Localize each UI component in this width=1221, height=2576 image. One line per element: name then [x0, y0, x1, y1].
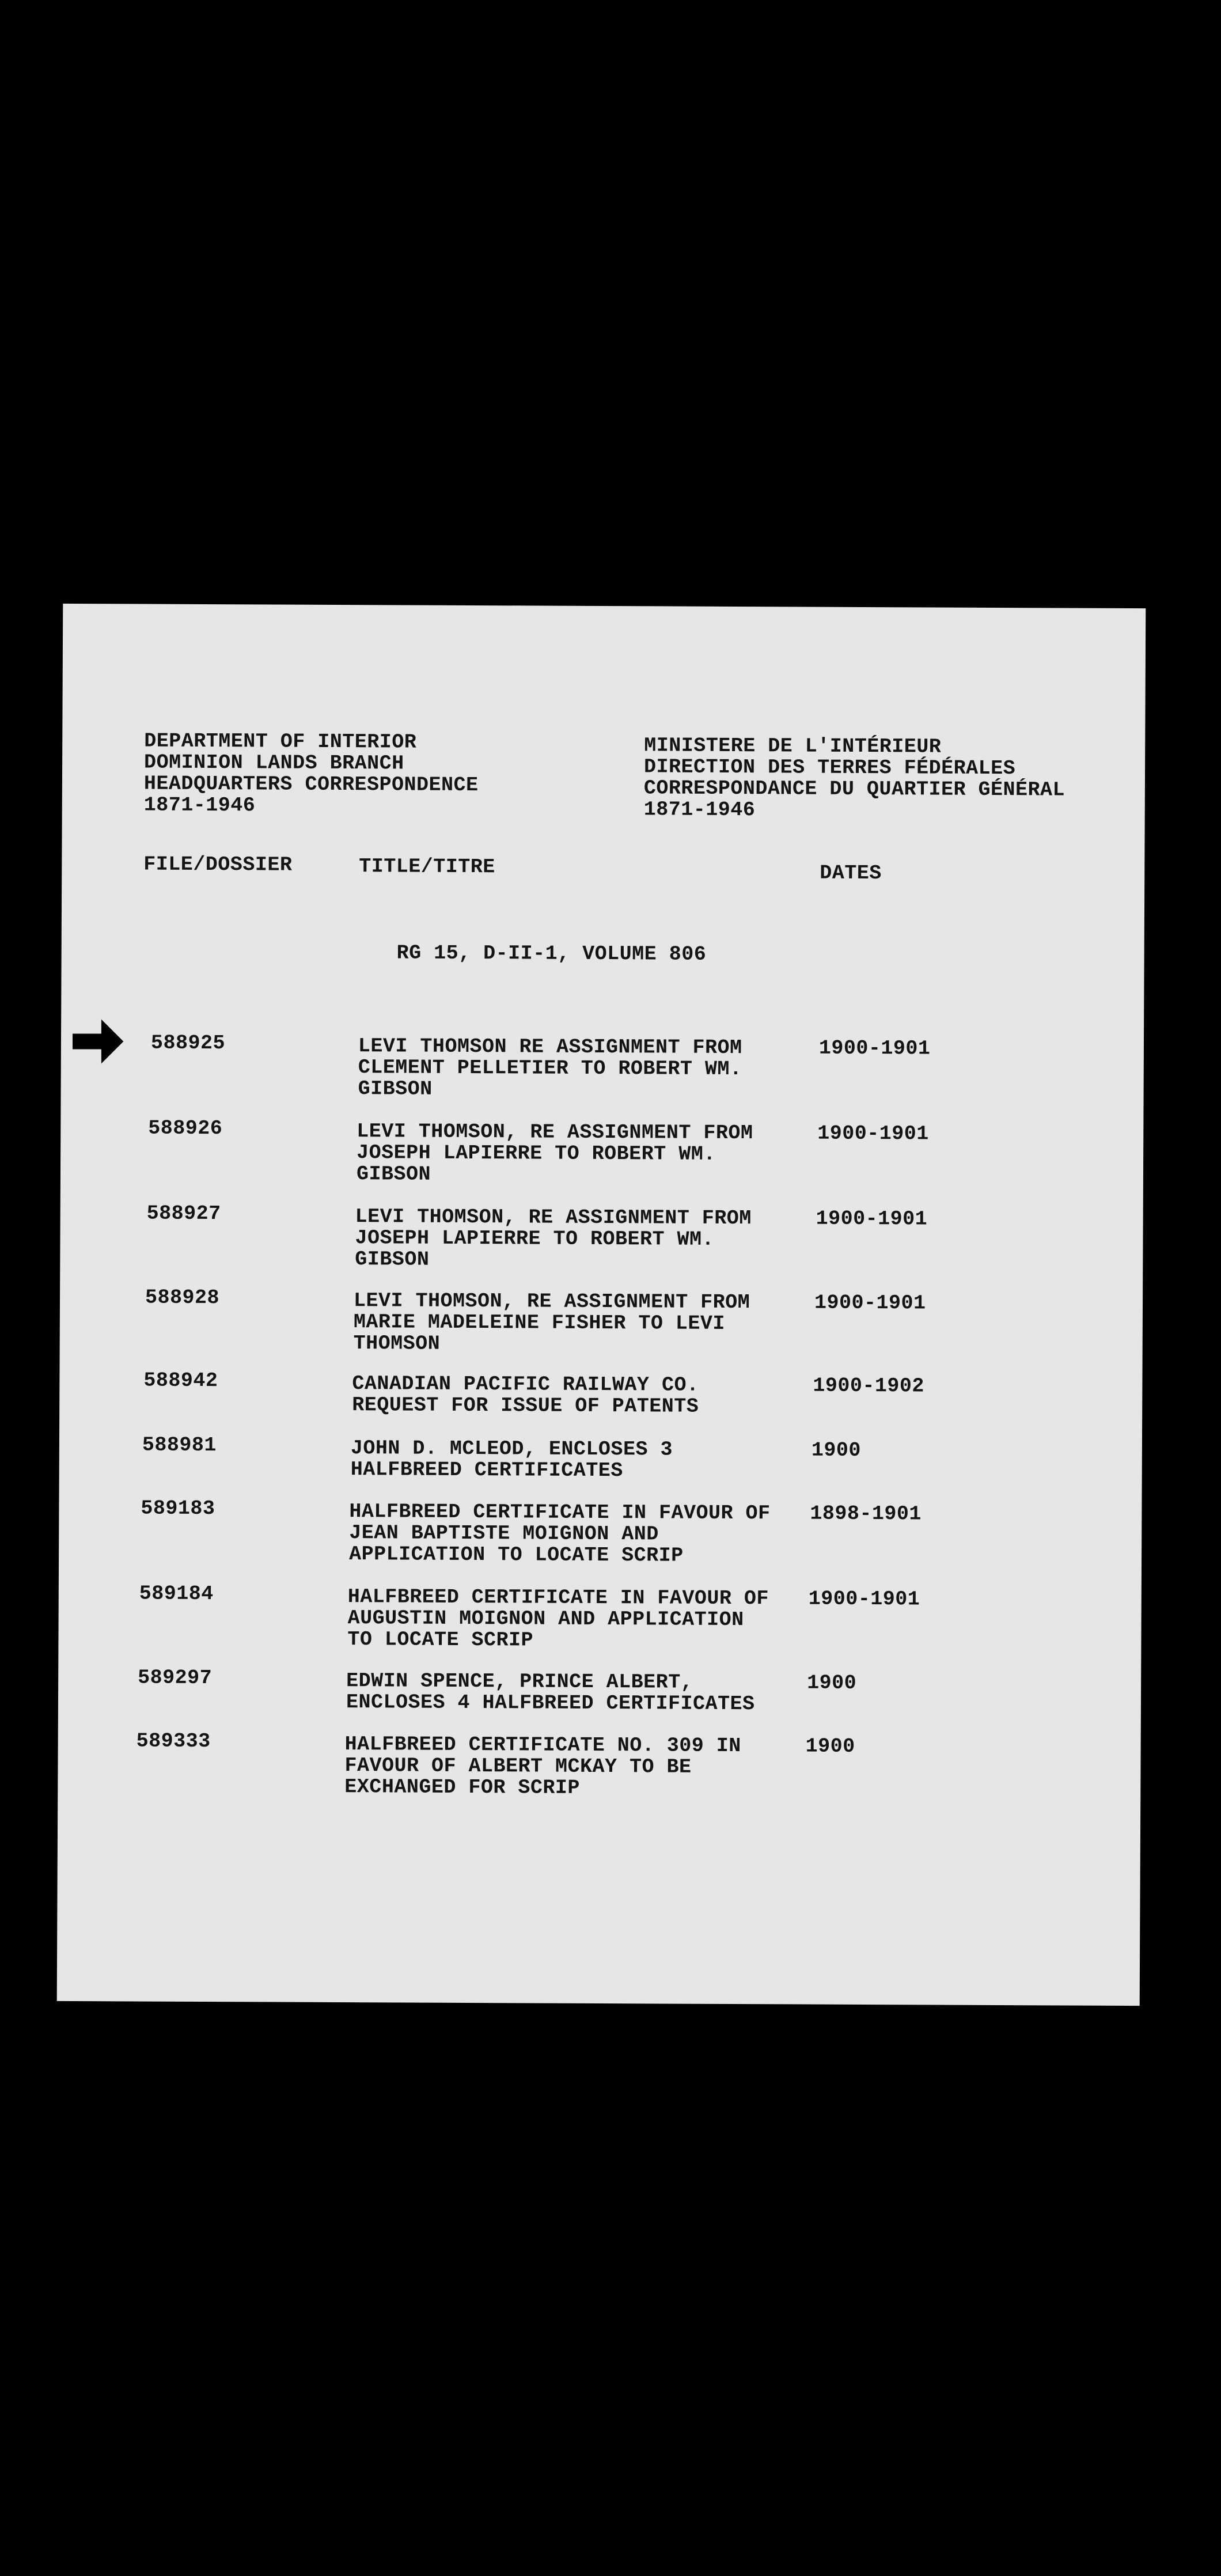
right-arrow-icon [73, 1014, 128, 1069]
column-header-file: FILE/DOSSIER [143, 853, 293, 877]
file-dates: 1900-1901 [816, 1207, 928, 1231]
file-dates: 1900 [811, 1438, 862, 1462]
file-dates: 1900-1901 [818, 1036, 931, 1060]
file-title: LEVI THOMSON RE ASSIGNMENT FROM CLEMENT PELLETIER TO ROBERT WM. GIBSON [358, 1035, 742, 1101]
file-dates: 1898-1901 [810, 1502, 922, 1526]
list-item [61, 1032, 1144, 1106]
file-number: 589183 [141, 1497, 215, 1521]
header-years-fr: 1871-1946 [643, 798, 756, 822]
file-number: 588928 [145, 1286, 220, 1310]
column-header-dates: DATES [820, 861, 882, 885]
file-title: CANADIAN PACIFIC RAILWAY CO. REQUEST FOR ISSUE OF PATENTS [352, 1372, 699, 1418]
file-number: 588926 [148, 1116, 223, 1141]
header-years: 1871-1946 [143, 793, 256, 817]
list-item [58, 1667, 1142, 1741]
column-header-title: TITLE/TITRE [359, 855, 495, 879]
header-right [644, 735, 1065, 822]
file-number: 589333 [136, 1729, 211, 1753]
header-branch: DOMINION LANDS BRANCH [144, 751, 404, 775]
header-department-fr: MINISTERE DE L'INTÉRIEUR [644, 734, 942, 759]
header-left [144, 731, 479, 818]
file-number: 589297 [138, 1666, 213, 1690]
header-department: DEPARTMENT OF INTERIOR [144, 729, 417, 754]
file-title: LEVI THOMSON, RE ASSIGNMENT FROM MARIE MADELEINE FISHER TO LEVI THOMSON [353, 1289, 750, 1355]
file-dates: 1900 [805, 1734, 855, 1758]
file-title: JOHN D. MCLEOD, ENCLOSES 3 HALFBREED CERTIFICATES [350, 1437, 673, 1483]
file-dates: 1900-1901 [817, 1122, 929, 1146]
file-dates: 1900 [807, 1671, 857, 1695]
file-title: EDWIN SPENCE, PRINCE ALBERT, ENCLOSES 4 HALFBREED CERTIFICATES [346, 1669, 755, 1716]
list-item [59, 1498, 1142, 1571]
header-branch-fr: DIRECTION DES TERRES FÉDÉRALES [643, 755, 1016, 781]
list-item [59, 1434, 1142, 1508]
file-dates: 1900-1901 [808, 1587, 920, 1611]
list-item [59, 1370, 1143, 1444]
file-title: HALFBREED CERTIFICATE IN FAVOUR OF AUGUSTIN MOIGNON AND APPLICATION TO LOCATE SCRIP [347, 1585, 769, 1652]
file-title: LEVI THOMSON, RE ASSIGNMENT FROM JOSEPH LAPIERRE TO ROBERT WM. GIBSON [355, 1205, 752, 1271]
file-title: LEVI THOMSON, RE ASSIGNMENT FROM JOSEPH LAPIERRE TO ROBERT WM. GIBSON [356, 1120, 753, 1186]
list-item [60, 1287, 1143, 1361]
file-dates: 1900-1901 [814, 1291, 926, 1315]
file-title: HALFBREED CERTIFICATE IN FAVOUR OF JEAN BAPTISTE MOIGNON AND APPLICATION TO LOCATE SCRIP [349, 1500, 771, 1567]
list-item [60, 1117, 1144, 1191]
header-series-fr: CORRESPONDANCE DU QUARTIER GÉNÉRAL [643, 776, 1065, 802]
file-dates: 1900-1902 [813, 1374, 925, 1398]
document-page [57, 604, 1146, 2006]
file-number: 588925 [150, 1031, 226, 1055]
list-item [58, 1730, 1141, 1804]
volume-reference: RG 15, D-II-1, VOLUME 806 [396, 941, 707, 966]
file-number: 588981 [142, 1433, 217, 1457]
file-title: HALFBREED CERTIFICATE NO. 309 IN FAVOUR OF ALBERT MCKAY TO BE EXCHANGED FOR SCRIP [344, 1733, 741, 1800]
header-series: HEADQUARTERS CORRESPONDENCE [143, 772, 479, 797]
file-number: 588927 [146, 1202, 221, 1226]
file-number: 588942 [143, 1369, 218, 1393]
list-item [58, 1583, 1142, 1657]
file-number: 589184 [139, 1582, 214, 1606]
list-item [60, 1203, 1143, 1276]
